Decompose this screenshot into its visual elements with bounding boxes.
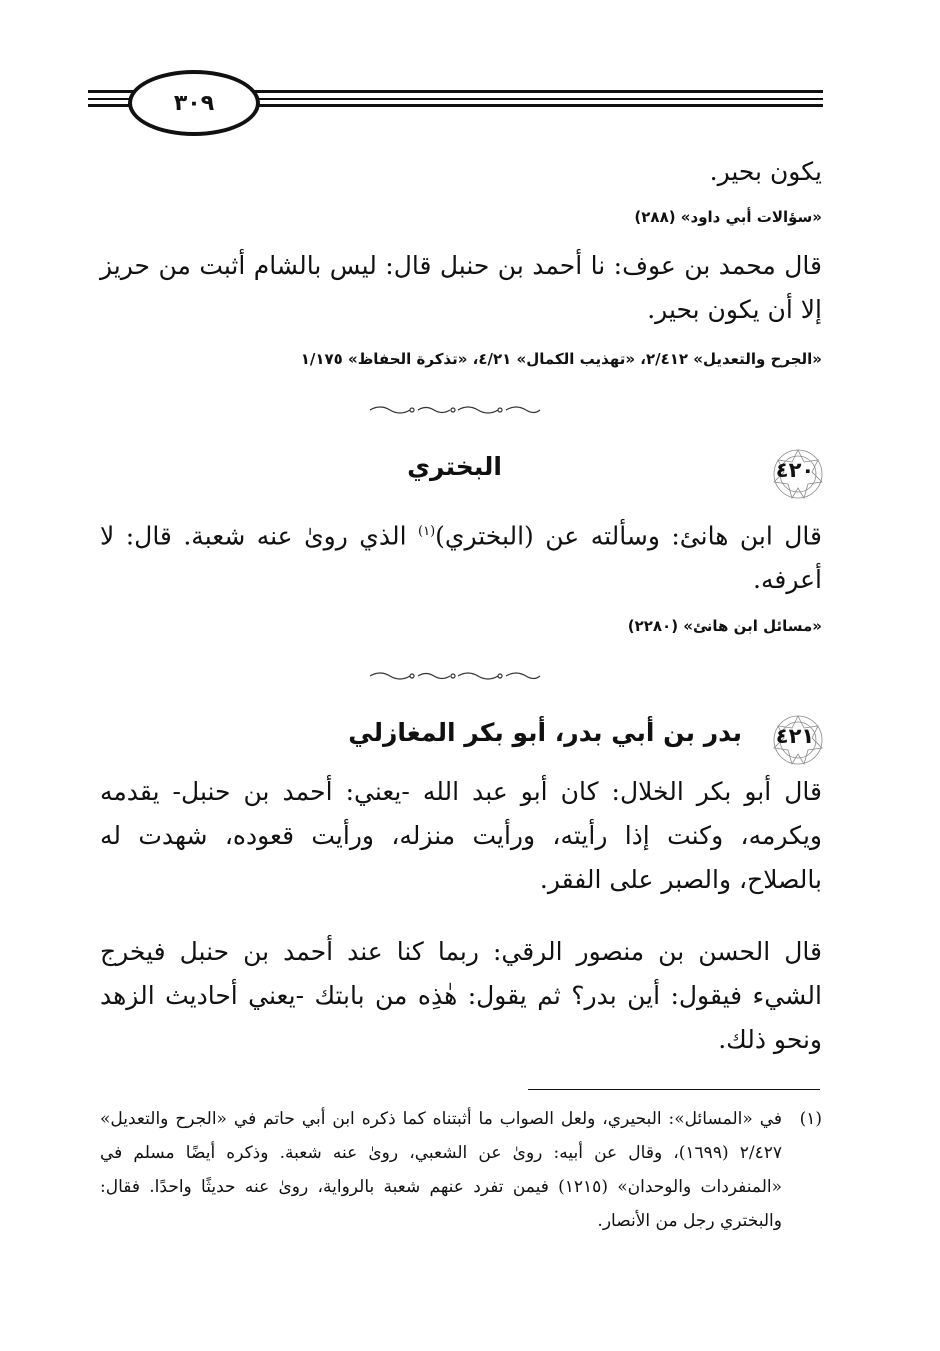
- footnote-text: في «المسائل»: البحيري، ولعل الصواب ما أثبتناه كما ذكره ابن أبي حاتم في «الجرح والتعديل» ٢/٤٢٧ (١٦٩٩)، وقال عن أبيه: روىٰ عن الشعبي، روىٰ عنه شعبة. وذكره أيضًا مسلم في «المنفردات والوحدان» (١٢١٥) فيمن تفرد عنهم شعبة بالرواية، روىٰ عنه حديثًا واحدًا. فقال: والبختري رجل من الأنصار.: [100, 1109, 783, 1231]
- page-number-badge: [128, 70, 260, 136]
- entry-heading: [90, 452, 822, 512]
- entry-number: ٤٢٠: [775, 458, 815, 482]
- separator-ornament: [360, 403, 550, 417]
- entry-number: ٤٢١: [775, 724, 815, 748]
- paragraph-text: الذي روىٰ عنه شعبة. قال: لا أعرفه.: [100, 521, 822, 595]
- footnote: [100, 1102, 822, 1238]
- page-number: ٣٠٩: [173, 90, 215, 116]
- continuation-text: يكون بحير.: [709, 157, 822, 186]
- entry-title: البختري: [407, 452, 502, 481]
- paragraph: قال الحسن بن منصور الرقي: ربما كنا عند أحمد بن حنبل فيخرج الشيء فيقول: أين بدر؟ ثم يقول: هٰذِه من بابتك -يعني أحاديث الزهد ونحو ذلك.: [100, 937, 822, 1054]
- page-header: [88, 66, 823, 138]
- paragraph-text: قال ابن هانئ: وسألته عن (البختري): [435, 521, 823, 551]
- footnote-marker: (١): [799, 1109, 822, 1129]
- separator-ornament: [360, 669, 550, 683]
- paragraph: [100, 510, 822, 602]
- source-citation: «سؤالات أبي داود» (٢٨٨): [634, 208, 822, 226]
- footnote-rule: [528, 1089, 820, 1090]
- entry-heading: [90, 718, 822, 778]
- paragraph: قال محمد بن عوف: نا أحمد بن حنبل قال: ليس بالشام أثبت من حريز إلا أن يكون بحير.: [100, 251, 822, 324]
- source-citation: «الجرح والتعديل» ٢/٤١٢، «تهذيب الكمال» ٤/٢١، «تذكرة الحفاظ» ١/١٧٥: [300, 350, 822, 368]
- entry-title: بدر بن أبي بدر، أبو بكر المغازلي: [348, 718, 742, 747]
- source-citation: «مسائل ابن هانئ» (٢٢٨٠): [627, 617, 822, 635]
- footnote-reference: (١): [418, 524, 436, 539]
- paragraph: قال أبو بكر الخلال: كان أبو عبد الله -يعني: أحمد بن حنبل- يقدمه ويكرمه، وكنت إذا رأيته، ورأيت منزله، ورأيت قعوده، شهدت له بالصلاح، والصبر على الفقر.: [100, 777, 822, 894]
